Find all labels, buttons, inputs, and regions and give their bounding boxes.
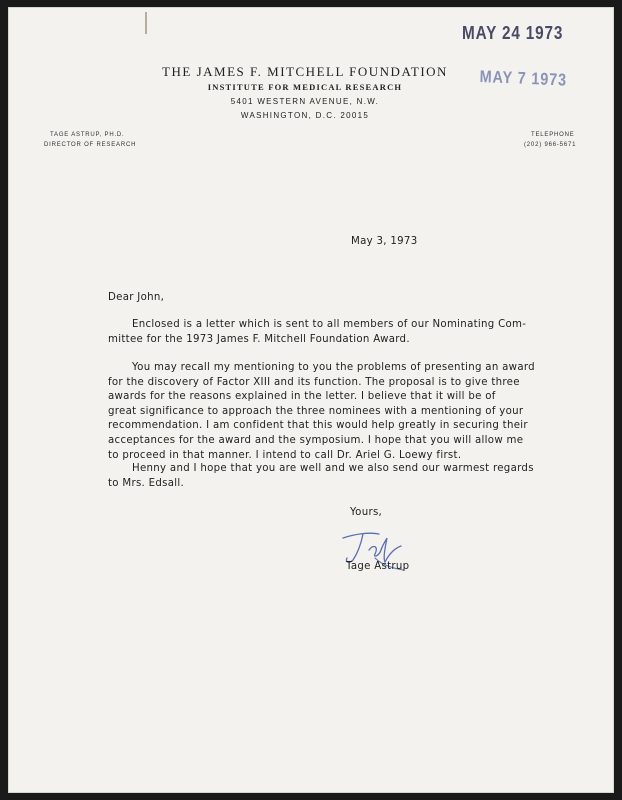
paragraph-2-line: You may recall my mentioning to you the problems of presenting an award (132, 362, 535, 373)
phone-label: TELEPHONE (531, 132, 575, 138)
paragraph-2-line: great significance to approach the three nominees with a mentioning of your (108, 405, 524, 417)
paragraph-2-line: awards for the reasons explained in the letter. I believe that it will be of (108, 391, 496, 403)
letter-date: May 3, 1973 (351, 236, 418, 247)
paragraph-2-line: acceptances for the award and the symposium. I hope that you will allow me (108, 434, 524, 446)
paragraph-2-line: recommendation. I am confident that this would help greatly in securing their (108, 420, 528, 432)
sender-title: DIRECTOR OF RESEARCH (44, 142, 137, 148)
salutation: Dear John, (108, 292, 165, 303)
letterhead-title: THE JAMES F. MITCHELL FOUNDATION (162, 64, 448, 79)
paragraph-3-line: Henny and I hope that you are well and we also send our warmest regards (132, 463, 534, 474)
closing: Yours, (350, 507, 383, 518)
sender-name: TAGE ASTRUP, PH.D. (50, 132, 125, 138)
received-stamp-1: MAY 24 1973 (462, 23, 564, 43)
paragraph-2-line: to proceed in that manner. I intend to call Dr. Ariel G. Loewy first. (108, 449, 462, 461)
letterhead-subtitle: INSTITUTE FOR MEDICAL RESEARCH (207, 82, 403, 92)
paragraph-1-line: Enclosed is a letter which is sent to all members of our Nominating Com- (132, 319, 527, 330)
paper-mark (145, 12, 147, 34)
paragraph-2 (108, 361, 535, 463)
received-stamp-2: MAY 7 1973 (479, 67, 568, 90)
paragraph-2-line: for the discovery of Factor XIII and its function. The proposal is to give three (108, 376, 520, 388)
signature-name: Tage Astrup (346, 561, 410, 572)
phone-number: (202) 966-5671 (524, 142, 577, 148)
paragraph-1 (108, 318, 526, 347)
letterhead-address-line2: WASHINGTON, D.C. 20015 (240, 111, 370, 120)
paragraph-1-line: mittee for the 1973 James F. Mitchell Foundation Award. (108, 333, 410, 345)
paragraph-3 (108, 462, 534, 491)
paragraph-3-line: to Mrs. Edsall. (108, 477, 185, 489)
letterhead-address-line1: 5401 WESTERN AVENUE, N.W. (230, 97, 380, 106)
